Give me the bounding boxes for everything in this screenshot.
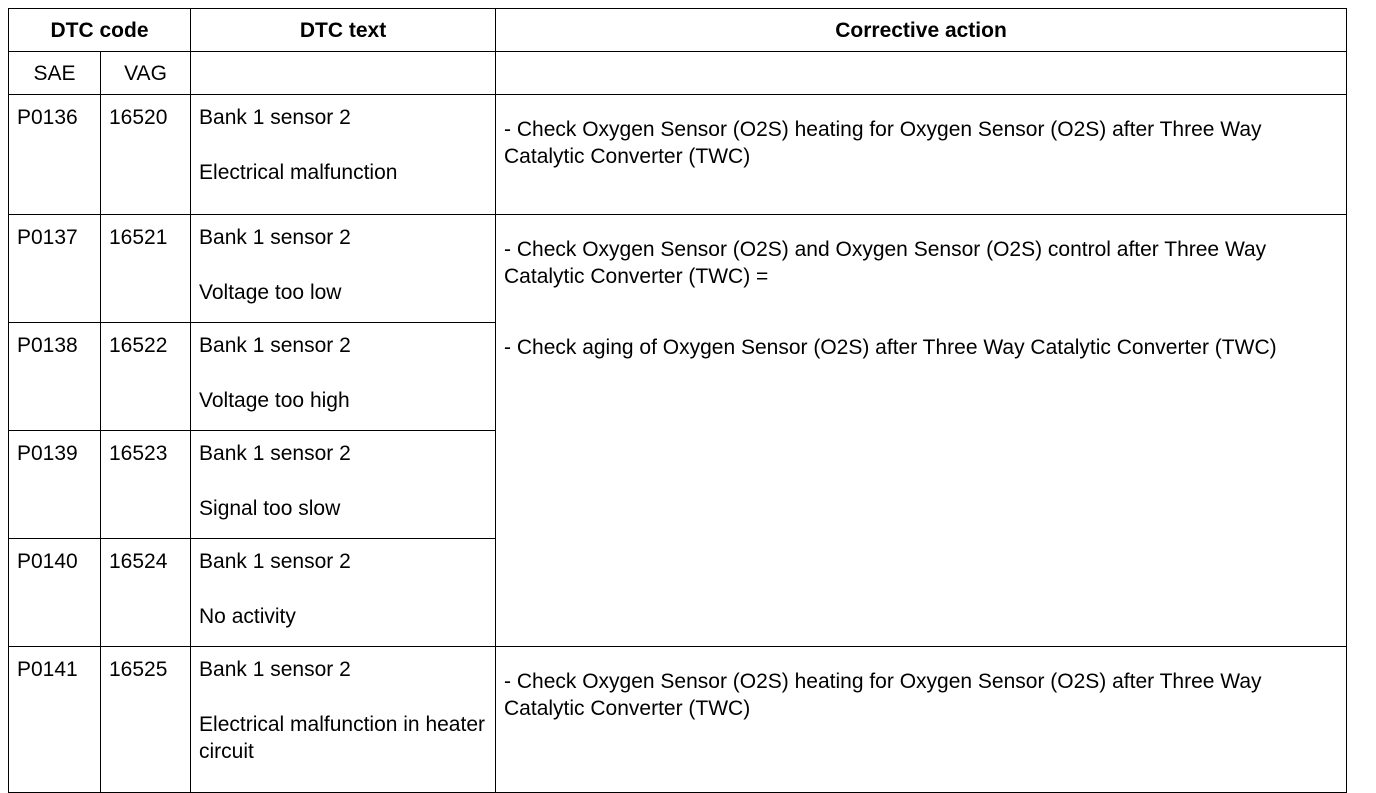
dtc-text-cell	[191, 95, 496, 215]
dtc-text-line2: Signal too slow	[199, 497, 341, 520]
dtc-text-line2: Voltage too low	[199, 281, 342, 304]
dtc-text-line1: Bank 1 sensor 2	[199, 106, 351, 129]
dtc-text-cell	[191, 215, 496, 323]
dtc-text-cell	[191, 647, 496, 793]
corrective-action-cell	[496, 647, 1347, 793]
vag-code-cell: 16525	[101, 647, 191, 793]
dtc-table	[8, 8, 1347, 793]
sae-code-cell: P0141	[9, 647, 101, 793]
sae-code-cell: P0138	[9, 323, 101, 431]
subheader-empty-action	[496, 52, 1347, 95]
table-row	[9, 215, 1347, 323]
sae-code-cell: P0140	[9, 539, 101, 647]
header-dtc-text: DTC text	[191, 9, 496, 52]
header-corrective-action: Corrective action	[496, 9, 1347, 52]
corrective-action-text: - Check Oxygen Sensor (O2S) and Oxygen Sensor (O2S) control after Three Way Catalytic Converter (TWC) =	[504, 238, 1267, 288]
dtc-text-line2: No activity	[199, 605, 296, 628]
sae-code-cell: P0137	[9, 215, 101, 323]
sae-code-cell: P0136	[9, 95, 101, 215]
dtc-text-line1: Bank 1 sensor 2	[199, 658, 351, 681]
sae-code-cell: P0139	[9, 431, 101, 539]
subheader-vag: VAG	[101, 52, 191, 95]
header-row	[9, 9, 1347, 52]
vag-code-cell: 16523	[101, 431, 191, 539]
dtc-text-cell	[191, 539, 496, 647]
dtc-text-line1: Bank 1 sensor 2	[199, 226, 351, 249]
dtc-text-line1: Bank 1 sensor 2	[199, 442, 351, 465]
table-row	[9, 95, 1347, 215]
vag-code-cell: 16522	[101, 323, 191, 431]
dtc-text-line2: Voltage too high	[199, 389, 350, 412]
subheader-empty-text	[191, 52, 496, 95]
dtc-text-cell	[191, 431, 496, 539]
header-dtc-code: DTC code	[9, 9, 191, 52]
subheader-row	[9, 52, 1347, 95]
corrective-action-text: - Check aging of Oxygen Sensor (O2S) after Three Way Catalytic Converter (TWC)	[504, 336, 1277, 359]
corrective-action-cell-merged	[496, 215, 1347, 647]
vag-code-cell: 16524	[101, 539, 191, 647]
table-row	[9, 647, 1347, 793]
dtc-text-line1: Bank 1 sensor 2	[199, 334, 351, 357]
dtc-text-line2: Electrical malfunction	[199, 161, 398, 184]
corrective-action-text: - Check Oxygen Sensor (O2S) heating for Oxygen Sensor (O2S) after Three Way Catalytic Converter (TWC)	[504, 670, 1262, 720]
dtc-text-cell	[191, 323, 496, 431]
dtc-text-line1: Bank 1 sensor 2	[199, 550, 351, 573]
corrective-action-text: - Check Oxygen Sensor (O2S) heating for Oxygen Sensor (O2S) after Three Way Catalytic Converter (TWC)	[504, 118, 1262, 168]
dtc-text-line2: Electrical malfunction in heater circuit	[199, 713, 485, 763]
vag-code-cell: 16520	[101, 95, 191, 215]
corrective-action-cell	[496, 95, 1347, 215]
vag-code-cell: 16521	[101, 215, 191, 323]
subheader-sae: SAE	[9, 52, 101, 95]
